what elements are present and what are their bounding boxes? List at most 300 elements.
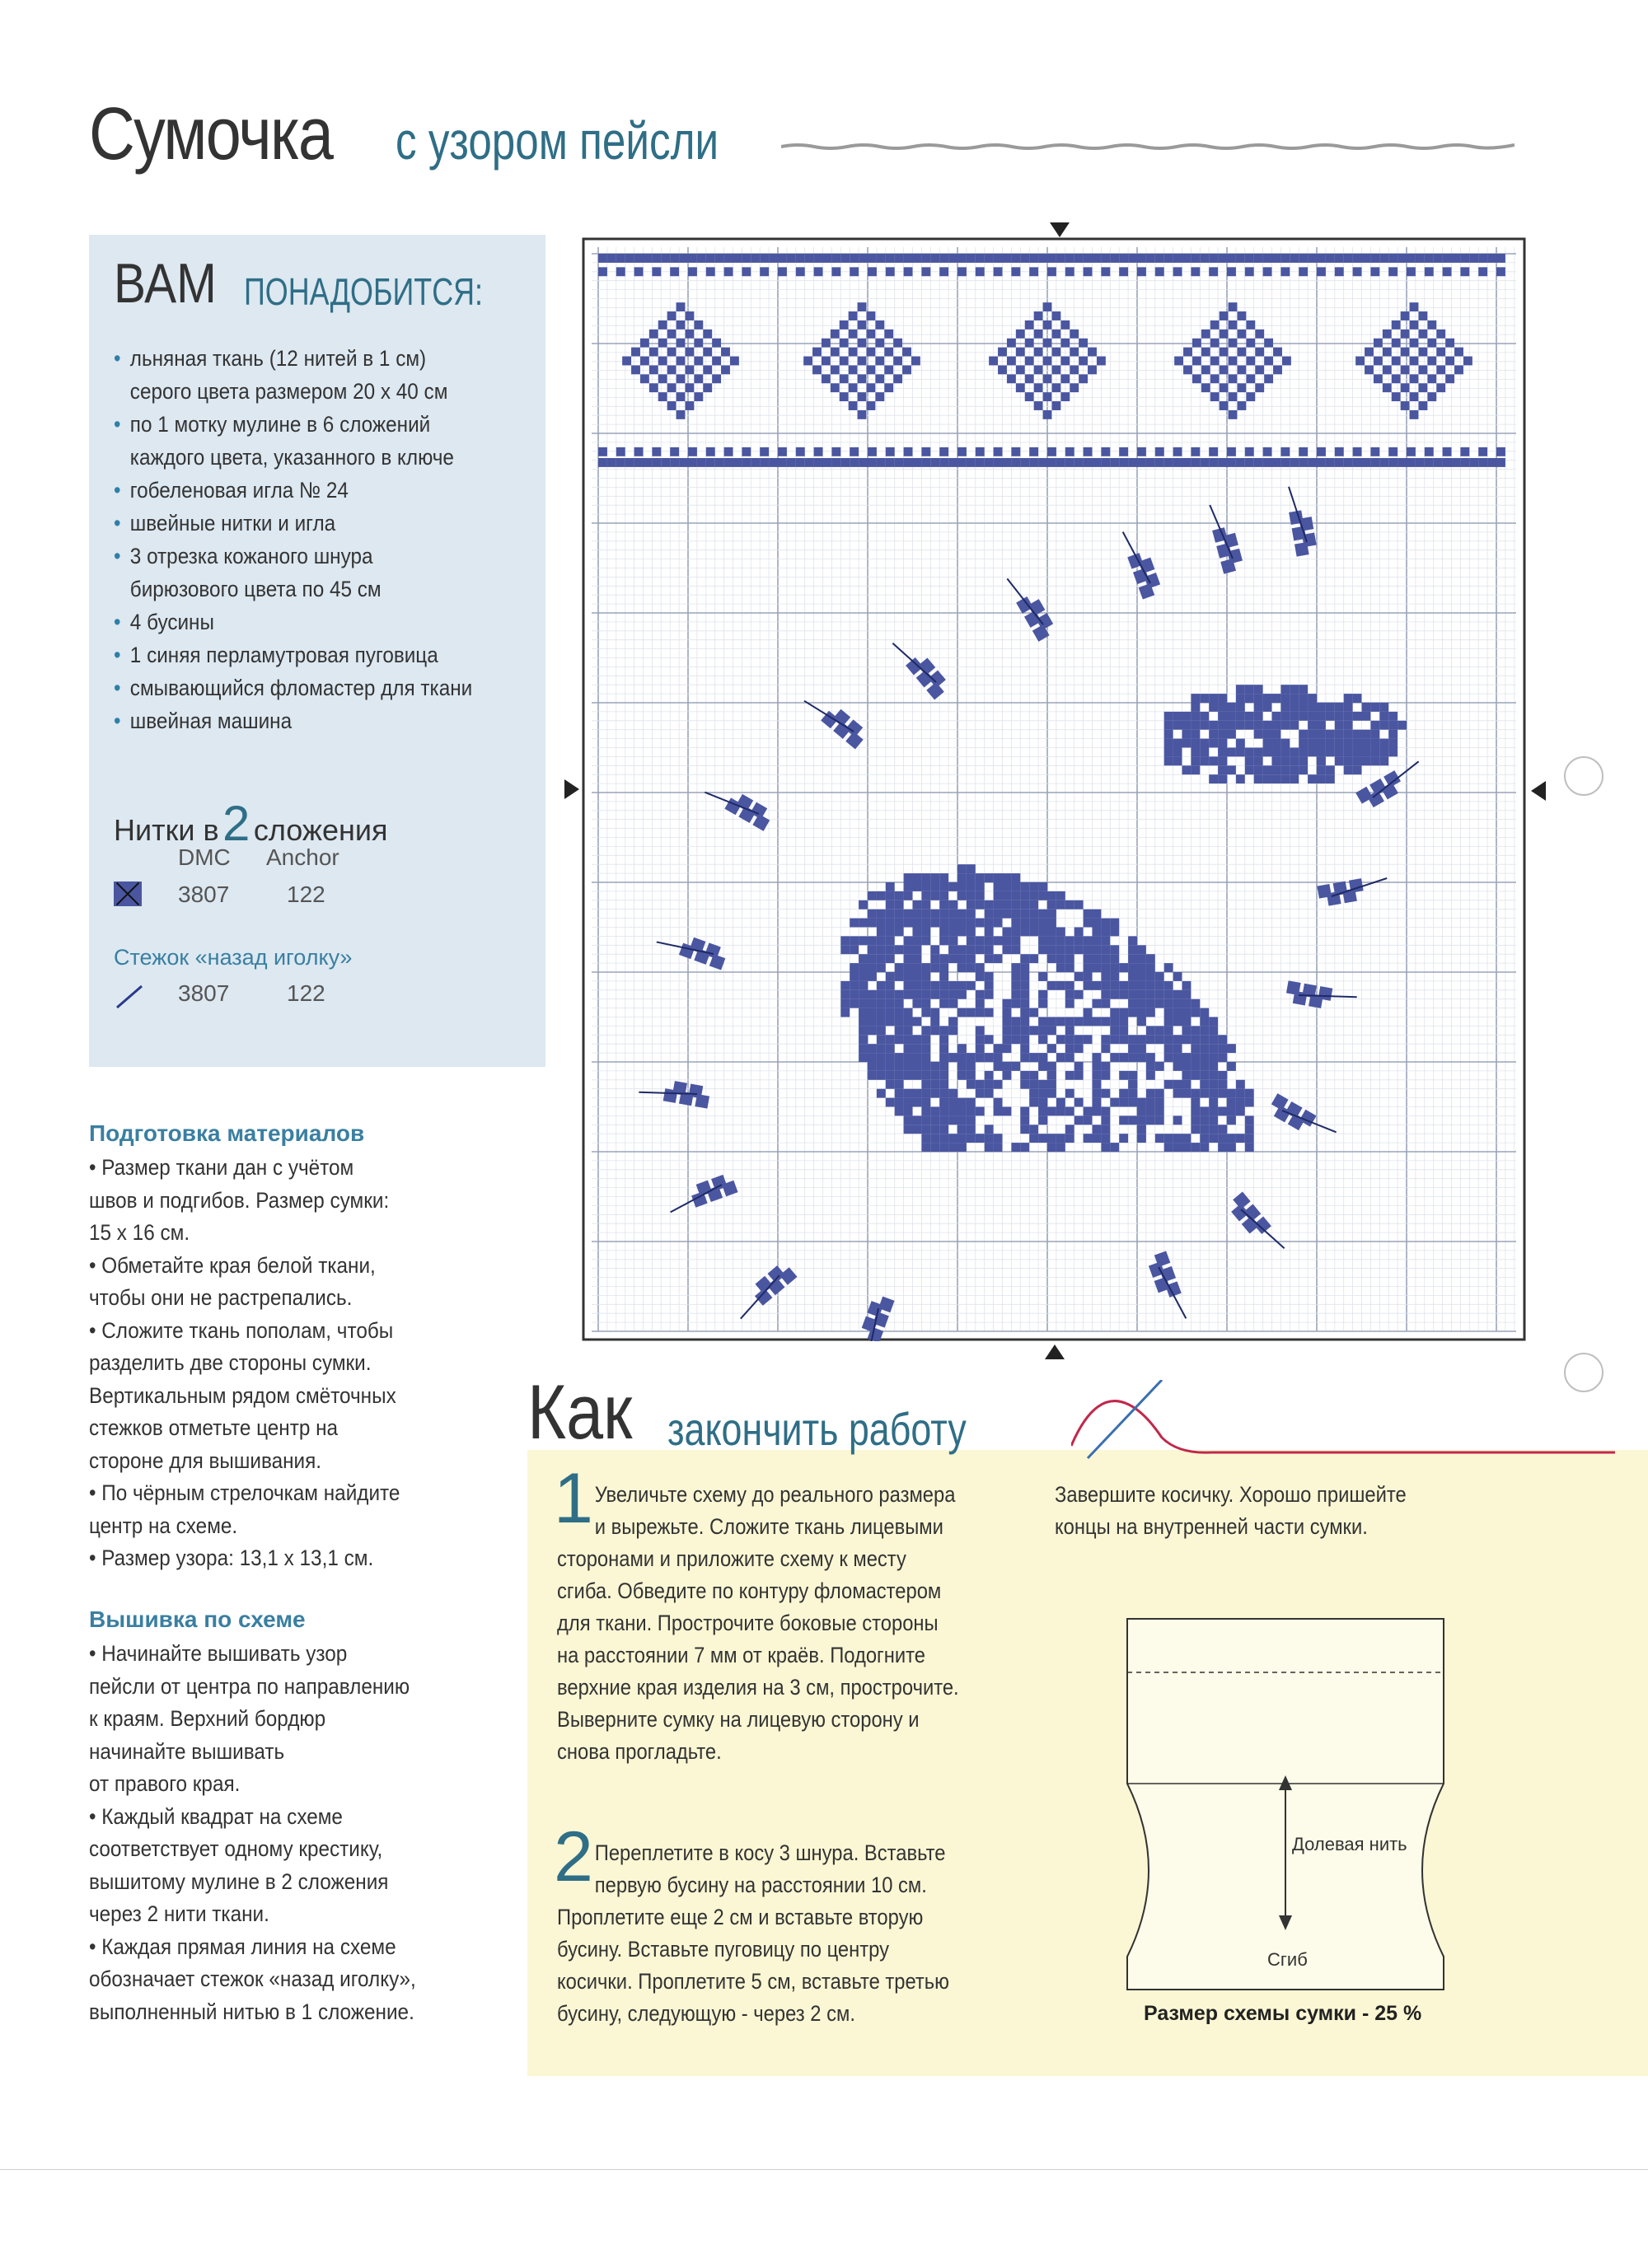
paisley-stitch xyxy=(1173,1035,1182,1044)
paisley-stitch xyxy=(930,919,939,928)
paisley-stitch xyxy=(1038,1134,1047,1143)
paisley-stitch xyxy=(1280,765,1290,774)
motif-stitch xyxy=(803,357,812,366)
paisley-stitch xyxy=(939,1143,948,1152)
materials-item: • льняная ткань (12 нитей в 1 см) xyxy=(114,342,514,375)
paisley-stitch xyxy=(985,936,994,945)
paisley-stitch xyxy=(1317,739,1326,748)
paisley-stitch xyxy=(1388,730,1398,739)
border-stitch xyxy=(994,254,1003,263)
paisley-stitch xyxy=(913,882,922,891)
paisley-stitch xyxy=(1254,712,1263,721)
paisley-stitch xyxy=(1308,739,1317,748)
border-stitch xyxy=(1011,267,1020,276)
paisley-stitch xyxy=(976,1080,985,1089)
border-stitch xyxy=(796,458,805,467)
paisley-stitch xyxy=(948,1107,957,1116)
motif-stitch xyxy=(1410,320,1419,330)
motif-stitch xyxy=(712,339,721,348)
paisley-stitch xyxy=(904,919,913,928)
paisley-stitch xyxy=(985,910,994,919)
paisley-stitch xyxy=(1084,1008,1093,1017)
border-stitch xyxy=(886,254,895,263)
paisley-stitch xyxy=(957,1062,967,1071)
paisley-stitch xyxy=(1164,721,1173,730)
border-stitch xyxy=(778,447,787,456)
paisley-stitch xyxy=(1290,756,1299,765)
border-stitch xyxy=(1353,458,1362,467)
paisley-stitch xyxy=(1146,1053,1155,1062)
paisley-stitch xyxy=(1155,990,1164,999)
paisley-stitch xyxy=(1344,756,1353,765)
border-stitch xyxy=(1344,458,1353,467)
paisley-stitch xyxy=(1164,1035,1173,1044)
motif-stitch xyxy=(989,357,998,366)
paisley-stitch xyxy=(868,1044,877,1053)
paisley-stitch xyxy=(1038,910,1047,919)
paisley-stitch xyxy=(1128,1089,1137,1098)
paisley-stitch xyxy=(913,1044,922,1053)
paisley-stitch xyxy=(1038,919,1047,928)
border-stitch xyxy=(688,447,697,456)
paisley-stitch xyxy=(1155,1115,1164,1125)
motif-stitch xyxy=(1025,320,1034,330)
paisley-stitch xyxy=(1003,1107,1012,1116)
motif-stitch xyxy=(703,348,712,357)
paisley-stitch xyxy=(886,928,895,937)
paisley-stitch xyxy=(1011,910,1020,919)
paisley-stitch xyxy=(1038,1053,1047,1062)
paisley-stitch xyxy=(976,1134,985,1143)
border-stitch xyxy=(814,447,823,456)
paisley-stitch xyxy=(1101,990,1110,999)
border-stitch xyxy=(1379,254,1388,263)
text-line: первую бусину на расстоянии 10 см. xyxy=(594,1873,927,1897)
border-stitch xyxy=(976,447,985,456)
paisley-stitch xyxy=(859,963,868,972)
border-stitch xyxy=(670,267,679,276)
motif-stitch xyxy=(884,365,893,374)
paisley-stitch xyxy=(1128,1071,1137,1080)
motif-stitch xyxy=(1365,348,1374,357)
paisley-stitch xyxy=(1065,990,1074,999)
paisley-stitch xyxy=(1200,721,1209,730)
motif-stitch xyxy=(640,357,649,366)
materials-item: • швейная машина xyxy=(114,704,514,737)
paisley-stitch xyxy=(904,981,913,990)
paisley-stitch xyxy=(985,928,994,937)
paisley-stitch xyxy=(1209,1080,1218,1089)
paisley-stitch xyxy=(921,910,930,919)
paisley-stitch xyxy=(1155,1089,1164,1098)
motif-stitch xyxy=(1060,320,1070,330)
paisley-stitch xyxy=(948,981,957,990)
motif-stitch xyxy=(1427,392,1436,401)
paisley-stitch xyxy=(1029,1134,1038,1143)
paisley-stitch xyxy=(1003,873,1012,882)
paisley-stitch xyxy=(1029,1089,1038,1098)
border-stitch xyxy=(778,267,787,276)
motif-stitch xyxy=(858,374,867,383)
paisley-stitch xyxy=(994,1044,1003,1053)
paisley-stitch xyxy=(1029,954,1038,963)
border-stitch xyxy=(1173,458,1182,467)
paisley-stitch xyxy=(976,1053,985,1062)
paisley-stitch xyxy=(1110,972,1119,981)
paisley-stitch xyxy=(1065,1044,1074,1053)
paisley-stitch xyxy=(976,882,985,891)
motif-stitch xyxy=(1079,339,1088,348)
paisley-stitch xyxy=(921,981,930,990)
paisley-stitch xyxy=(1020,990,1029,999)
text-line: сгиба. Обведите по контуру фломастером xyxy=(557,1578,942,1603)
paisley-stitch xyxy=(840,999,850,1008)
border-stitch xyxy=(1308,254,1317,263)
paisley-stitch xyxy=(1065,1026,1074,1035)
paisley-stitch xyxy=(930,1115,939,1125)
paisley-stitch xyxy=(1074,972,1084,981)
motif-stitch xyxy=(849,348,858,357)
paisley-stitch xyxy=(1128,1053,1137,1062)
motif-stitch xyxy=(1410,392,1419,401)
paisley-stitch xyxy=(921,1026,930,1035)
paisley-stitch xyxy=(1101,963,1110,972)
motif-stitch xyxy=(1410,302,1419,311)
paisley-stitch xyxy=(1299,694,1308,703)
paisley-stitch xyxy=(904,891,913,900)
paisley-stitch xyxy=(1093,919,1102,928)
border-stitch xyxy=(957,254,967,263)
motif-stitch xyxy=(1174,357,1183,366)
paisley-stitch xyxy=(1038,1026,1047,1035)
paisley-stitch xyxy=(913,936,922,945)
border-stitch xyxy=(1056,254,1065,263)
border-stitch xyxy=(1173,447,1182,456)
motif-stitch xyxy=(649,330,658,339)
paisley-stitch xyxy=(913,910,922,919)
border-stitch xyxy=(1469,458,1478,467)
paisley-stitch xyxy=(868,1026,877,1035)
border-stitch xyxy=(805,254,814,263)
border-stitch xyxy=(1434,254,1443,263)
paisley-stitch xyxy=(1074,1071,1084,1080)
paisley-stitch xyxy=(1362,748,1371,757)
paisley-stitch xyxy=(1182,981,1192,990)
paisley-stitch xyxy=(1209,739,1218,748)
paisley-stitch xyxy=(886,990,895,999)
paisley-stitch xyxy=(1155,1026,1164,1035)
paisley-stitch xyxy=(921,1035,930,1044)
paisley-stitch xyxy=(948,1089,957,1098)
border-stitch xyxy=(1425,447,1434,456)
paisley-stitch xyxy=(1218,774,1227,783)
motif-stitch xyxy=(849,365,858,374)
text-line: Вертикальным рядом смёточных xyxy=(89,1382,396,1408)
paisley-stitch xyxy=(1038,1089,1047,1098)
motif-stitch xyxy=(1392,339,1401,348)
paisley-stitch xyxy=(1011,990,1020,999)
border-stitch xyxy=(598,267,607,276)
border-stitch xyxy=(1065,267,1074,276)
paisley-stitch xyxy=(921,1125,930,1134)
motif-stitch xyxy=(840,357,849,366)
paisley-stitch xyxy=(1128,936,1137,945)
paisley-stitch xyxy=(1326,748,1335,757)
paisley-stitch xyxy=(904,1062,913,1071)
motif-stitch xyxy=(685,348,694,357)
paisley-stitch xyxy=(1299,748,1308,757)
paisley-stitch xyxy=(939,1062,948,1071)
paisley-stitch xyxy=(1191,1008,1200,1017)
border-stitch xyxy=(976,267,985,276)
paisley-stitch xyxy=(1182,990,1192,999)
paisley-stitch xyxy=(1084,1035,1093,1044)
paisley-stitch xyxy=(877,945,886,954)
paisley-stitch xyxy=(1110,1143,1119,1152)
paisley-stitch xyxy=(1209,1071,1218,1080)
paisley-stitch xyxy=(1084,910,1093,919)
paisley-stitch xyxy=(886,1035,895,1044)
border-stitch xyxy=(859,458,868,467)
paisley-stitch xyxy=(877,981,886,990)
paisley-stitch xyxy=(921,972,930,981)
text-line: соответствует одному крестику, xyxy=(89,1836,383,1861)
paisley-stitch xyxy=(1101,999,1110,1008)
border-stitch xyxy=(1191,458,1200,467)
text-line: Выверните сумку на лицевую сторону и xyxy=(557,1707,920,1732)
motif-stitch xyxy=(1034,383,1043,392)
paisley-stitch xyxy=(1209,721,1218,730)
paisley-stitch xyxy=(1317,712,1326,721)
paisley-stitch xyxy=(1011,936,1020,945)
paisley-stitch xyxy=(1317,756,1326,765)
page-title-sub: с узором пейсли xyxy=(396,111,719,171)
border-stitch xyxy=(1155,254,1164,263)
paisley-stitch xyxy=(994,1098,1003,1107)
paisley-stitch xyxy=(1020,1035,1029,1044)
paisley-stitch xyxy=(859,1026,868,1035)
paisley-stitch xyxy=(1119,1115,1128,1125)
paisley-stitch xyxy=(976,963,985,972)
border-stitch xyxy=(1452,254,1461,263)
motif-stitch xyxy=(1246,357,1255,366)
paisley-stitch xyxy=(1074,1035,1084,1044)
motif-stitch xyxy=(667,401,677,410)
border-stitch xyxy=(1191,267,1200,276)
paisley-stitch xyxy=(1388,712,1398,721)
paisley-stitch xyxy=(1065,954,1074,963)
paisley-stitch xyxy=(1280,748,1290,757)
paisley-stitch xyxy=(877,919,886,928)
border-stitch xyxy=(751,458,760,467)
motif-stitch xyxy=(1210,339,1220,348)
paisley-stitch xyxy=(1146,990,1155,999)
paisley-stitch xyxy=(939,972,948,981)
motif-stitch xyxy=(1445,357,1454,366)
paisley-stitch xyxy=(1164,739,1173,748)
key-col-anchor: Anchor xyxy=(266,844,339,870)
border-stitch xyxy=(670,458,679,467)
paisley-stitch xyxy=(939,891,948,900)
border-stitch xyxy=(1119,458,1128,467)
paisley-stitch xyxy=(948,1026,957,1035)
paisley-stitch xyxy=(1137,963,1146,972)
motif-stitch xyxy=(1418,311,1427,320)
text-line: обозначает стежок «назад иголку», xyxy=(89,1966,416,1991)
paisley-stitch xyxy=(1020,1115,1029,1125)
materials-heading: ВАМ ПОНАДОБИТСЯ: xyxy=(114,252,483,315)
paisley-stitch xyxy=(1056,936,1065,945)
border-stitch xyxy=(1370,447,1379,456)
motif-stitch xyxy=(1445,339,1454,348)
paisley-stitch xyxy=(840,981,850,990)
paisley-stitch xyxy=(877,1071,886,1080)
border-stitch xyxy=(1191,254,1200,263)
paisley-stitch xyxy=(1146,1115,1155,1125)
motif-stitch xyxy=(1192,374,1201,383)
motif-stitch xyxy=(640,374,649,383)
paisley-stitch xyxy=(1093,1134,1102,1143)
border-stitch xyxy=(1137,254,1146,263)
border-stitch xyxy=(778,458,787,467)
paisley-stitch xyxy=(1362,756,1371,765)
border-stitch xyxy=(939,447,948,456)
paisley-stitch xyxy=(913,900,922,910)
paisley-stitch xyxy=(1020,972,1029,981)
motif-stitch xyxy=(893,357,902,366)
paisley-stitch xyxy=(921,1062,930,1071)
paisley-stitch xyxy=(939,1098,948,1107)
paisley-stitch xyxy=(1236,774,1245,783)
motif-stitch xyxy=(667,383,677,392)
border-stitch xyxy=(1370,267,1379,276)
paisley-stitch xyxy=(930,873,939,882)
paisley-stitch xyxy=(877,954,886,963)
paisley-stitch xyxy=(939,1026,948,1035)
paisley-stitch xyxy=(913,1071,922,1080)
paisley-stitch xyxy=(1326,739,1335,748)
paisley-stitch xyxy=(1038,990,1047,999)
paisley-stitch xyxy=(1245,748,1254,757)
paisley-stitch xyxy=(1065,1053,1074,1062)
paisley-stitch xyxy=(840,990,850,999)
paisley-stitch xyxy=(1047,900,1056,910)
paisley-stitch xyxy=(948,954,957,963)
motif-stitch xyxy=(685,383,694,392)
paisley-stitch xyxy=(1200,1115,1209,1125)
paisley-stitch xyxy=(985,972,994,981)
motif-stitch xyxy=(1034,330,1043,339)
paisley-stitch xyxy=(1218,694,1227,703)
border-stitch xyxy=(1425,267,1434,276)
border-stitch xyxy=(661,458,670,467)
embroidery-text xyxy=(89,1638,438,2028)
motif-stitch xyxy=(649,348,658,357)
motif-stitch xyxy=(1273,348,1282,357)
border-stitch xyxy=(1227,458,1236,467)
motif-stitch xyxy=(831,348,840,357)
paisley-stitch xyxy=(1182,1062,1192,1071)
paisley-stitch xyxy=(1191,765,1200,774)
text-line: • Начинайте вышивать узор xyxy=(89,1641,348,1666)
paisley-stitch xyxy=(913,999,922,1008)
paisley-stitch xyxy=(868,990,877,999)
paisley-stitch xyxy=(1245,712,1254,721)
paisley-stitch xyxy=(1137,1107,1146,1116)
paisley-stitch xyxy=(921,1115,930,1125)
border-stitch xyxy=(1218,254,1227,263)
paisley-stitch xyxy=(1370,739,1379,748)
paisley-stitch xyxy=(1173,721,1182,730)
paisley-stitch xyxy=(886,1098,895,1107)
paisley-stitch xyxy=(921,1080,930,1089)
paisley-stitch xyxy=(1299,703,1308,712)
paisley-stitch xyxy=(930,1143,939,1152)
border-stitch xyxy=(939,267,948,276)
paisley-stitch xyxy=(1047,891,1056,900)
paisley-stitch xyxy=(1155,972,1164,981)
paisley-stitch xyxy=(1272,748,1281,757)
paisley-stitch xyxy=(1290,685,1299,694)
paisley-stitch xyxy=(994,891,1003,900)
paisley-stitch xyxy=(1209,1125,1218,1134)
border-stitch xyxy=(1362,458,1371,467)
paisley-stitch xyxy=(1299,685,1308,694)
paisley-stitch xyxy=(868,1053,877,1062)
paisley-stitch xyxy=(1003,936,1012,945)
paisley-stitch xyxy=(1191,739,1200,748)
border-stitch xyxy=(1200,458,1209,467)
paisley-stitch xyxy=(1119,1035,1128,1044)
border-stitch xyxy=(814,254,823,263)
border-stitch xyxy=(994,267,1003,276)
motif-stitch xyxy=(677,392,686,401)
motif-stitch xyxy=(649,383,658,392)
paisley-stitch xyxy=(1182,1071,1192,1080)
paisley-stitch xyxy=(1200,1080,1209,1089)
paisley-stitch xyxy=(994,882,1003,891)
motif-stitch xyxy=(1374,357,1383,366)
paisley-stitch xyxy=(1128,954,1137,963)
key-back-dmc: 3807 xyxy=(178,980,230,1006)
motif-stitch xyxy=(1088,365,1097,374)
border-stitch xyxy=(921,267,930,276)
paisley-stitch xyxy=(976,945,985,954)
border-stitch xyxy=(1478,447,1487,456)
paisley-stitch xyxy=(967,1008,976,1017)
border-stitch xyxy=(1496,267,1505,276)
motif-stitch xyxy=(667,365,677,374)
paisley-stitch xyxy=(1038,928,1047,937)
paisley-stitch xyxy=(994,1053,1003,1062)
motif-stitch xyxy=(1246,339,1255,348)
center-arrow-right-icon xyxy=(1531,781,1546,801)
border-stitch xyxy=(652,267,661,276)
border-stitch xyxy=(1460,267,1469,276)
border-stitch xyxy=(1443,254,1452,263)
border-stitch xyxy=(1263,267,1272,276)
motif-stitch xyxy=(812,365,822,374)
paisley-stitch xyxy=(957,1143,967,1152)
paisley-stitch xyxy=(1191,1044,1200,1053)
paisley-stitch xyxy=(1209,1035,1218,1044)
motif-stitch xyxy=(1255,383,1264,392)
motif-stitch xyxy=(1427,374,1436,383)
motif-stitch xyxy=(1034,401,1043,410)
paisley-stitch xyxy=(1020,1008,1029,1017)
paisley-stitch xyxy=(1029,1080,1038,1089)
paisley-stitch xyxy=(957,1125,967,1134)
